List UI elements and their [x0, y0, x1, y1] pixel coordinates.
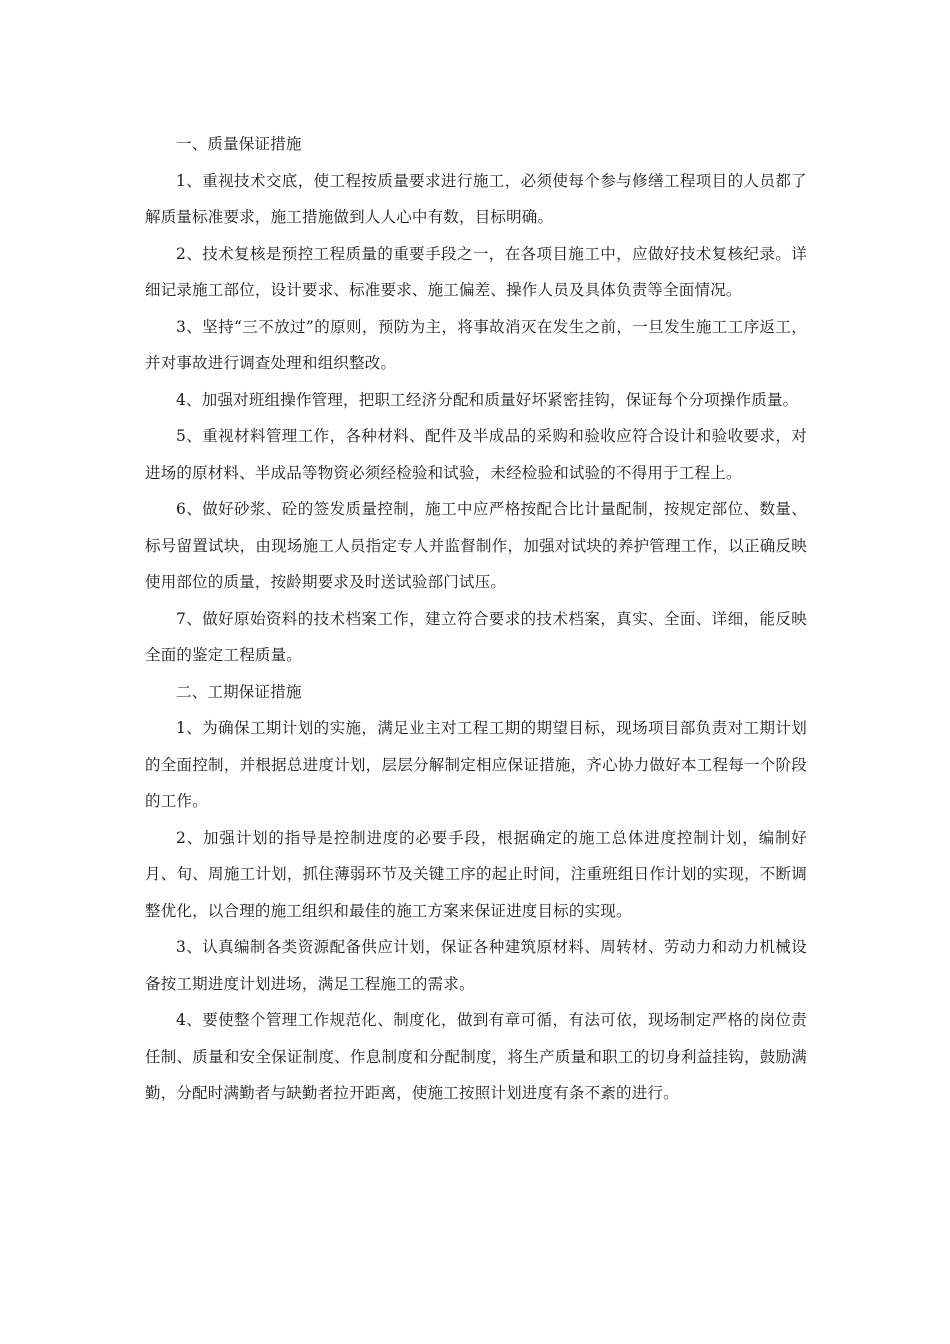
quality-paragraph-1: 1、重视技术交底，使工程按质量要求进行施工，必须使每个参与修缮工程项目的人员都了解质量标准要求，施工措施做到人人心中有数，目标明确。: [145, 171, 807, 226]
schedule-paragraph-2: 2、加强计划的指导是控制进度的必要手段，根据确定的施工总体进度控制计划，编制好月、旬、周施工计划，抓住薄弱环节及关键工序的起止时间，注重班组日作计划的实现，不断调整优化，以合理的施工组织和最佳的施工方案来保证进度目标的实现。: [145, 828, 807, 920]
quality-paragraph-4: 4、加强对班组操作管理，把职工经济分配和质量好坏紧密挂钩，保证每个分项操作质量。: [176, 390, 799, 409]
section-heading-schedule: 二、工期保证措施: [176, 682, 302, 701]
document-page: [145, 126, 807, 1112]
quality-paragraph-5: 5、重视材料管理工作，各种材料、配件及半成品的采购和验收应符合设计和验收要求，对进场的原材料、半成品等物资必须经检验和试验，未经检验和试验的不得用于工程上。: [145, 427, 807, 482]
schedule-paragraph-4: 4、要使整个管理工作规范化、制度化，做到有章可循，有法可依，现场制定严格的岗位责任制、质量和安全保证制度、作息制度和分配制度，将生产质量和职工的切身利益挂钩，鼓励满勤，分配时满勤者与缺勤者拉开距离，使施工按照计划进度有条不紊的进行。: [145, 1011, 807, 1102]
quality-paragraph-3: 3、坚持“三不放过”的原则，预防为主，将事故消灭在发生之前，一旦发生施工工序返工，并对事故进行调查处理和组织整改。: [145, 317, 807, 372]
quality-paragraph-2: 2、技术复核是预控工程质量的重要手段之一，在各项目施工中，应做好技术复核纪录。详细记录施工部位，设计要求、标准要求、施工偏差、操作人员及具体负责等全面情况。: [145, 244, 807, 299]
quality-paragraph-6: 6、做好砂浆、砼的签发质量控制，施工中应严格按配合比计量配制，按规定部位、数量、标号留置试块，由现场施工人员指定专人并监督制作，加强对试块的养护管理工作，以正确反映使用部位的质量，按龄期要求及时送试验部门试压。: [145, 500, 807, 591]
schedule-paragraph-3: 3、认真编制各类资源配备供应计划，保证各种建筑原材料、周转材、劳动力和动力机械设备按工期进度计划进场，满足工程施工的需求。: [145, 938, 807, 993]
quality-paragraph-7: 7、做好原始资料的技术档案工作，建立符合要求的技术档案，真实、全面、详细，能反映全面的鉴定工程质量。: [145, 609, 807, 664]
schedule-paragraph-1: 1、为确保工期计划的实施，满足业主对工程工期的期望目标，现场项目部负责对工期计划的全面控制，并根据总进度计划，层层分解制定相应保证措施，齐心协力做好本工程每一个阶段的工作。: [145, 719, 807, 810]
section-heading-quality: 一、质量保证措施: [176, 135, 302, 153]
